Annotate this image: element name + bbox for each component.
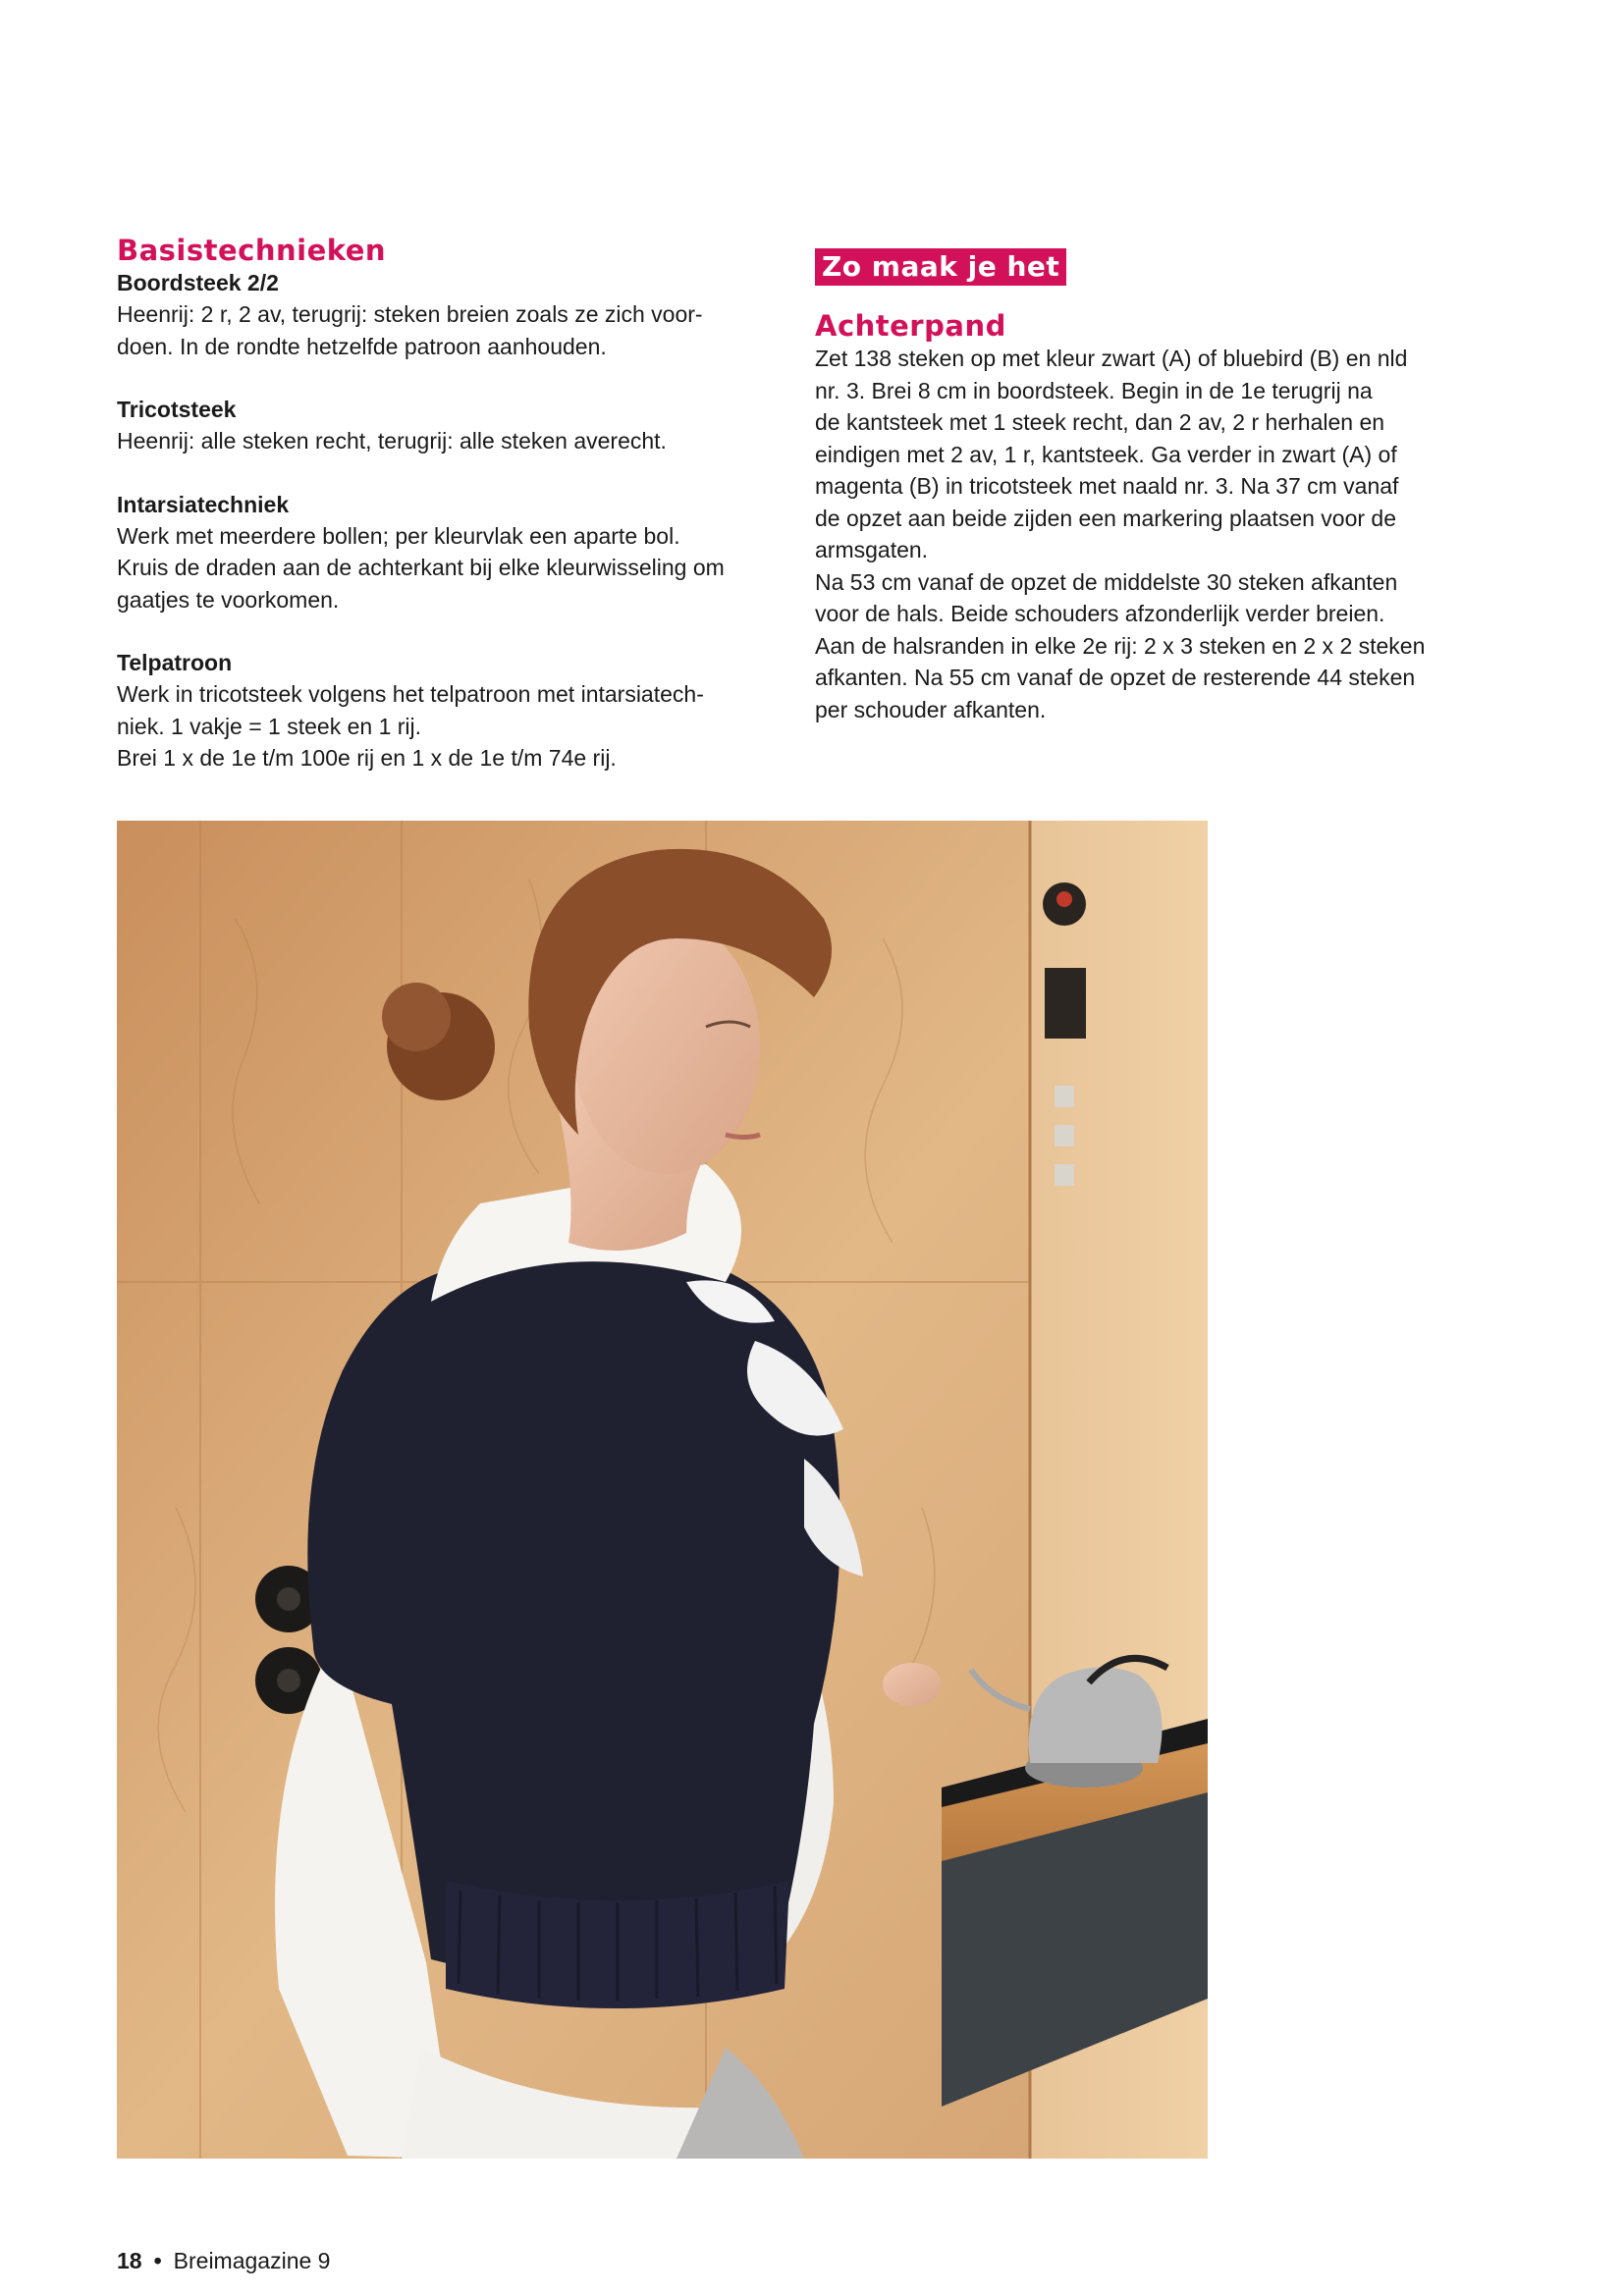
body-line: gaatjes te voorkomen. [117,586,340,613]
zo-maak-je-het-badge: Zo maak je het [815,248,1066,286]
body-line: afkanten. Na 55 cm vanaf de opzet de resterende 44 steken [815,665,1416,690]
left-column [117,234,794,774]
body-line: magenta (B) in tricotsteek met naald nr. 3. Na 37 cm vanaf [815,473,1399,499]
section-title: Intarsiatechniek [117,491,290,517]
section-title: Boordsteek 2/2 [117,270,279,295]
section-boordsteek [117,267,794,362]
heading-basistechnieken: Basistechnieken [117,234,387,267]
body-line: per schouder afkanten. [815,696,1047,722]
body-line: armsgaten. [815,537,929,562]
body-line: voor de hals. Beide schouders afzonderlijk verder breien. [815,601,1385,626]
model-photo [117,821,1208,2159]
page-number: 18 [117,2248,142,2273]
section-title: Telpatroon [117,650,233,675]
body-line: Heenrij: alle steken recht, terugrij: alle steken averecht. [117,428,667,454]
body-line: nr. 3. Brei 8 cm in boordsteek. Begin in de 1e terugrij na [815,377,1373,403]
body-line: Na 53 cm vanaf de opzet de middelste 30 steken afkanten [815,568,1398,595]
body-line: Aan de halsranden in elke 2e rij: 2 x 3 steken en 2 x 2 steken [815,632,1426,659]
section-telpatroon [117,647,794,774]
body-line: Werk met meerdere bollen; per kleurvlak een aparte bol. [117,522,680,549]
body-line: Zet 138 steken op met kleur zwart (A) of bluebird (B) en nld [815,346,1408,371]
section-tricotsteek [117,394,794,457]
right-column [815,248,1492,725]
body-line: Heenrij: 2 r, 2 av, terugrij: steken breien zoals ze zich voor- [117,301,703,327]
body-line: de kantsteek met 1 steek recht, dan 2 av, 2 r herhalen en [815,409,1385,435]
heading-achterpand: Achterpand [815,309,1006,343]
achterpand-text [815,343,1492,725]
body-line: niek. 1 vakje = 1 steek en 1 rij. [117,713,422,739]
body-line: eindigen met 2 av, 1 r, kantsteek. Ga verder in zwart (A) of [815,441,1397,467]
page-footer [117,2246,330,2275]
body-line: Brei 1 x de 1e t/m 100e rij en 1 x de 1e t/m 74e rij. [117,745,617,771]
section-title: Tricotsteek [117,397,237,422]
body-line: Kruis de draden aan de achterkant bij elke kleurwisseling om [117,555,725,580]
body-line: doen. In de rondte hetzelfde patroon aanhouden. [117,333,607,359]
body-line: Werk in tricotsteek volgens het telpatroon met intarsiatech- [117,681,704,707]
footer-separator: • [153,2248,162,2273]
body-line: de opzet aan beide zijden een markering plaatsen voor de [815,505,1397,531]
magazine-name: Breimagazine 9 [173,2248,331,2273]
section-intarsiatechniek [117,489,794,616]
